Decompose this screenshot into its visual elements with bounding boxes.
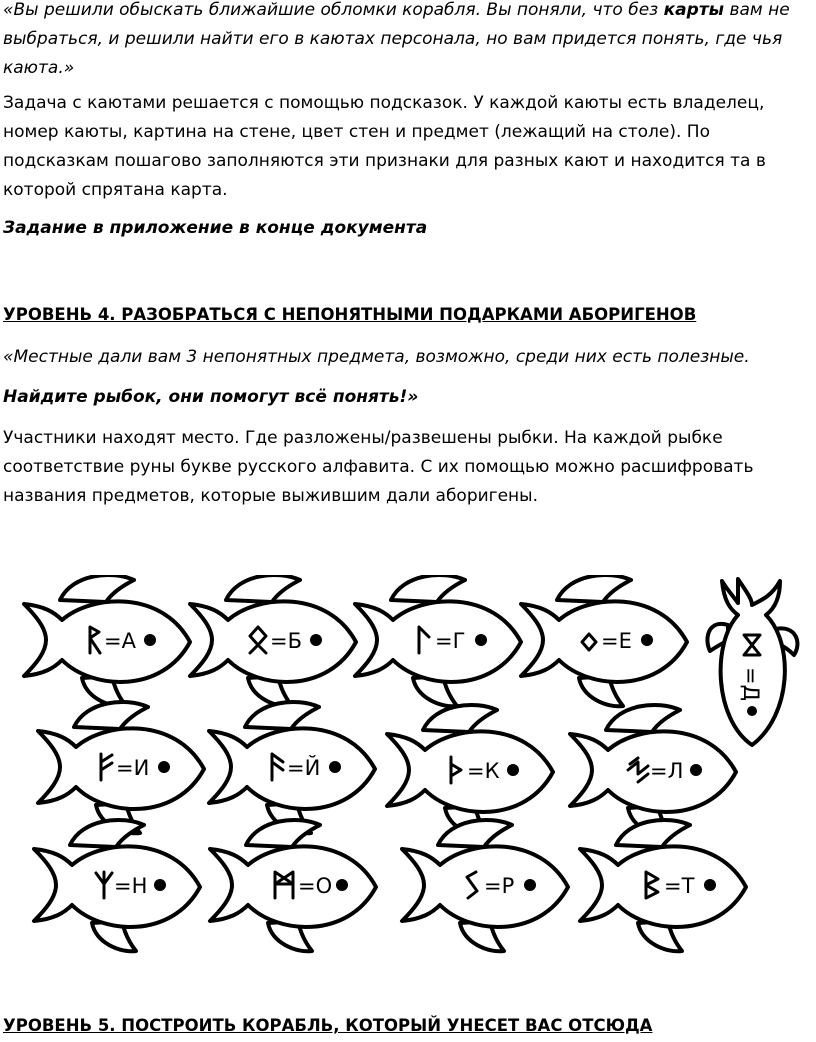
fish-eye xyxy=(704,879,716,891)
fish-card-j xyxy=(209,702,375,833)
fish-outline xyxy=(721,579,785,745)
fish-card-i xyxy=(38,702,204,833)
fish-eye xyxy=(144,634,156,646)
fish-card-a xyxy=(24,575,190,706)
fish-eye xyxy=(336,879,348,891)
fish-eye xyxy=(158,761,170,773)
fish-eye xyxy=(310,634,322,646)
fish-rune-key xyxy=(0,575,816,985)
fish-letter-b: =Б xyxy=(270,629,303,653)
fish-letter-e: =Е xyxy=(601,629,632,653)
fish-letter-a: =А xyxy=(104,629,136,653)
level4-quote-bold: Найдите рыбок, они помогут всё понять!» xyxy=(3,387,419,407)
intro-quote-text-end: вам не выбраться, и решили найти его в каютах персонала, но вам придется понять, где чья каюта.» xyxy=(3,0,790,78)
fish-card-r xyxy=(402,820,568,951)
fish-letter-o: =О xyxy=(298,874,333,898)
fish-eye xyxy=(641,634,653,646)
fish-card-d xyxy=(707,579,797,745)
fish-letter-t: =Т xyxy=(664,874,695,898)
fish-eye xyxy=(690,764,702,776)
task-note: Задание в приложение в конце документа xyxy=(3,218,428,238)
fish-eye xyxy=(475,634,487,646)
fish-card-t xyxy=(580,820,746,951)
fish-letter-r: =Р xyxy=(484,874,515,898)
level4-quote: «Местные дали вам 3 непонятных предмета, возможно, среди них есть полезные. xyxy=(3,347,750,367)
fish-eye xyxy=(154,879,166,891)
fish-letter-l: =Л xyxy=(650,759,684,783)
fish-card-n xyxy=(34,820,200,951)
intro-quote xyxy=(3,0,811,83)
fish-letter-k: =К xyxy=(467,759,500,783)
fish-eye xyxy=(507,764,519,776)
fish-card-k xyxy=(387,705,553,836)
fish-card-o xyxy=(210,820,376,951)
fish-card-b xyxy=(190,575,356,706)
fish-card-g xyxy=(355,575,521,706)
fish-letter-d: =Д xyxy=(739,667,763,702)
intro-quote-bold: карты xyxy=(663,0,725,20)
fish-outline xyxy=(580,820,746,951)
fish-eye xyxy=(747,706,757,716)
fish-eye xyxy=(524,879,536,891)
fish-card-l xyxy=(570,705,736,836)
level4-heading: УРОВЕНЬ 4. РАЗОБРАТЬСЯ С НЕПОНЯТНЫМИ ПОДАРКАМИ АБОРИГЕНОВ xyxy=(3,305,697,324)
intro-description: Задача с каютами решается с помощью подсказок. У каждой каюты есть владелец, номер каюты, картина на стене, цвет стен и предмет (лежащий на столе). По подсказкам пошагово заполняются эти признаки для разных кают и находится та в которой спрятана карта. xyxy=(3,93,766,200)
fish-letter-g: =Г xyxy=(435,629,466,653)
fish-card-e xyxy=(521,575,687,706)
intro-quote-text: «Вы решили обыскать ближайшие обломки корабля. Вы поняли, что без xyxy=(3,0,664,20)
level4-description: Участники находят место. Где разложены/развешены рыбки. На каждой рыбке соответствие руны букве русского алфавита. С их помощью можно расшифровать названия предметов, которые выжившим дали аборигены. xyxy=(3,428,754,506)
level5-heading: УРОВЕНЬ 5. ПОСТРОИТЬ КОРАБЛЬ, КОТОРЫЙ УНЕСЕТ ВАС ОТСЮДА xyxy=(3,1016,653,1035)
fish-letter-n: =Н xyxy=(114,874,148,898)
fish-eye xyxy=(329,761,341,773)
fish-letter-i: =И xyxy=(116,756,150,780)
fish-letter-j: =Й xyxy=(287,756,321,780)
